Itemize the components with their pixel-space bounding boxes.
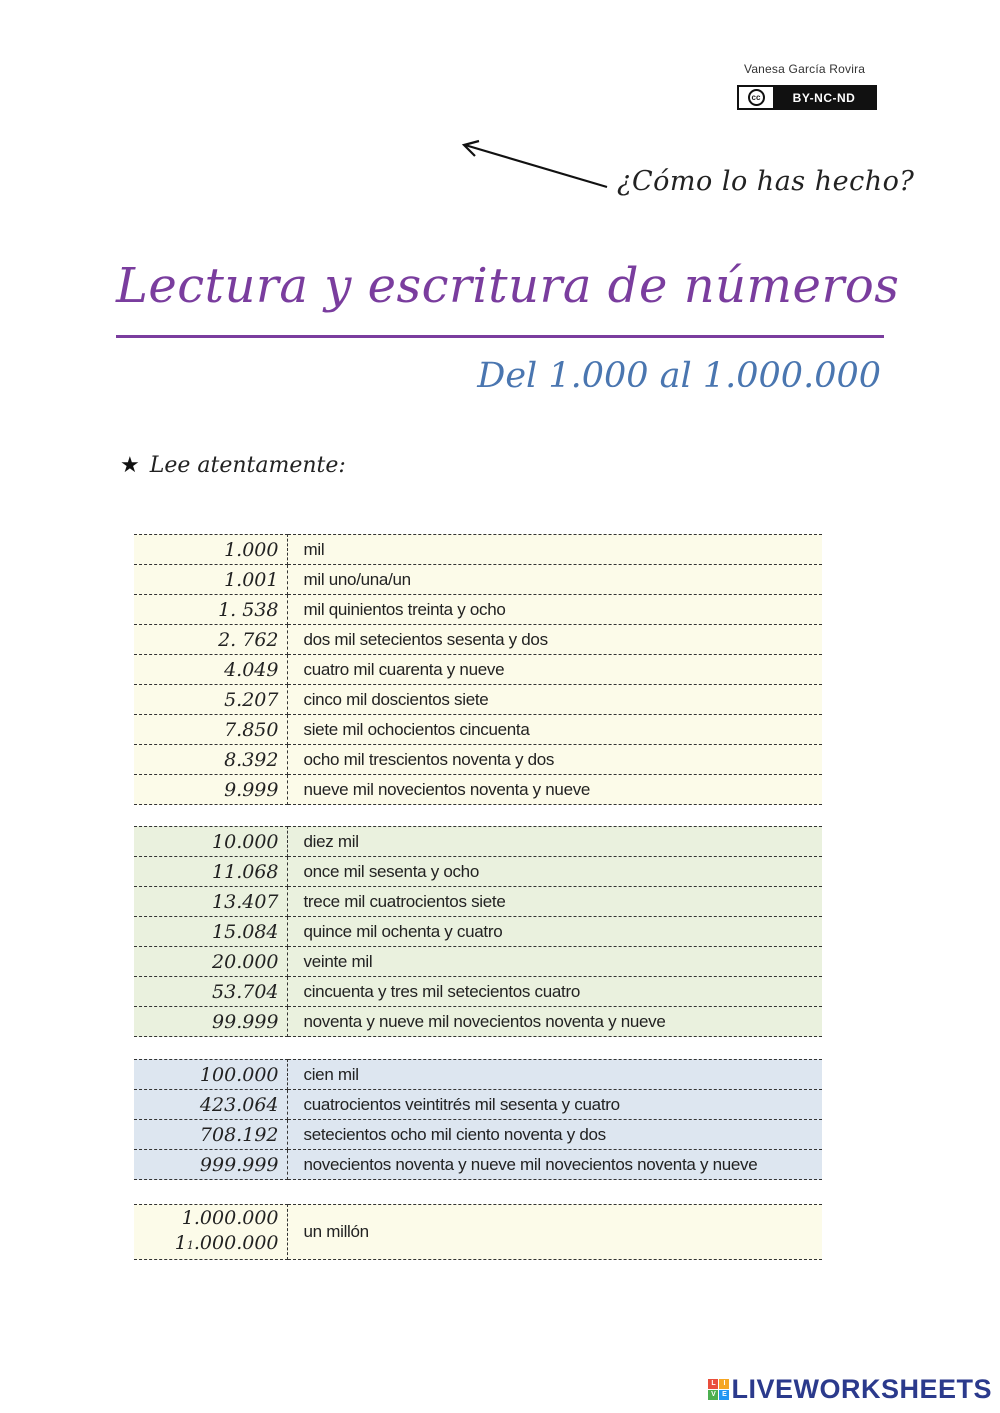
words-cell: novecientos noventa y nueve mil novecientos noventa y nueve — [287, 1150, 822, 1180]
table-row — [134, 827, 822, 857]
number-cell: 99.999 — [134, 1007, 287, 1037]
author-name: Vanesa García Rovira — [744, 62, 866, 76]
license-label: BY-NC-ND — [773, 87, 875, 108]
instruction-text: Lee atentamente: — [149, 453, 346, 478]
brand-name: LIVEWORKSHEETS — [731, 1374, 992, 1404]
words-cell: setecientos ocho mil ciento noventa y dos — [287, 1120, 822, 1150]
liveworksheets-logo-icon: L I V E — [708, 1379, 729, 1400]
words-cell: mil quinientos treinta y ocho — [287, 595, 822, 625]
number-cell: 1.001 — [134, 565, 287, 595]
number-cell: 53.704 — [134, 977, 287, 1007]
title-divider — [116, 335, 884, 338]
number-cell: 7.850 — [134, 715, 287, 745]
words-cell: siete mil ochocientos cincuenta — [287, 715, 822, 745]
million-number: 1.000.000 — [181, 1207, 279, 1229]
number-cell: 10.000 — [134, 827, 287, 857]
page-title: Lectura y escritura de números — [116, 258, 900, 314]
number-cell: 999.999 — [134, 1150, 287, 1180]
number-cell: 8.392 — [134, 745, 287, 775]
table-row — [134, 775, 822, 805]
words-cell: quince mil ochenta y cuatro — [287, 917, 822, 947]
feedback-question: ¿Cómo lo has hecho? — [617, 166, 915, 197]
number-cell: 5.207 — [134, 685, 287, 715]
words-cell: nueve mil novecientos noventa y nueve — [287, 775, 822, 805]
number-cell: 13.407 — [134, 887, 287, 917]
table-row — [134, 565, 822, 595]
number-cell: 15.084 — [134, 917, 287, 947]
words-cell: cien mil — [287, 1060, 822, 1090]
words-cell: diez mil — [287, 827, 822, 857]
license-badge[interactable] — [737, 85, 877, 110]
number-cell — [134, 1205, 287, 1260]
number-cell: 11.068 — [134, 857, 287, 887]
instruction — [120, 453, 346, 478]
table-row — [134, 1090, 822, 1120]
words-cell: once mil sesenta y ocho — [287, 857, 822, 887]
million-number-alt: 11.000.000 — [174, 1232, 279, 1254]
words-cell: un millón — [287, 1205, 822, 1260]
number-cell: 423.064 — [134, 1090, 287, 1120]
number-cell: 9.999 — [134, 775, 287, 805]
words-cell: cuatrocientos veintitrés mil sesenta y cuatro — [287, 1090, 822, 1120]
words-cell: trece mil cuatrocientos siete — [287, 887, 822, 917]
page-subtitle: Del 1.000 al 1.000.000 — [477, 356, 881, 396]
liveworksheets-brand[interactable] — [708, 1374, 992, 1405]
words-cell: ocho mil trescientos noventa y dos — [287, 745, 822, 775]
number-cell: 708.192 — [134, 1120, 287, 1150]
number-cell: 4.049 — [134, 655, 287, 685]
words-cell: mil uno/una/un — [287, 565, 822, 595]
words-cell: cincuenta y tres mil setecientos cuatro — [287, 977, 822, 1007]
number-cell: 2. 762 — [134, 625, 287, 655]
table-row — [134, 1060, 822, 1090]
table-row — [134, 745, 822, 775]
table-row — [134, 715, 822, 745]
table-row — [134, 625, 822, 655]
numbers-table-ten-thousands — [134, 826, 822, 1037]
number-cell: 100.000 — [134, 1060, 287, 1090]
table-row — [134, 857, 822, 887]
words-cell: veinte mil — [287, 947, 822, 977]
table-row — [134, 685, 822, 715]
table-row — [134, 977, 822, 1007]
number-cell: 20.000 — [134, 947, 287, 977]
table-row — [134, 1205, 822, 1260]
words-cell: noventa y nueve mil novecientos noventa y nueve — [287, 1007, 822, 1037]
table-row — [134, 887, 822, 917]
number-cell: 1. 538 — [134, 595, 287, 625]
table-row — [134, 917, 822, 947]
numbers-table-million — [134, 1204, 822, 1260]
table-row — [134, 1120, 822, 1150]
numbers-table-thousands — [134, 534, 822, 805]
words-cell: cinco mil doscientos siete — [287, 685, 822, 715]
numbers-table-hundred-thousands — [134, 1059, 822, 1180]
table-row — [134, 947, 822, 977]
table-row — [134, 1007, 822, 1037]
table-row — [134, 1150, 822, 1180]
words-cell: cuatro mil cuarenta y nueve — [287, 655, 822, 685]
cc-icon: cc — [739, 87, 773, 108]
table-row — [134, 535, 822, 565]
arrow-icon — [455, 135, 615, 195]
table-row — [134, 595, 822, 625]
words-cell: mil — [287, 535, 822, 565]
number-cell: 1.000 — [134, 535, 287, 565]
words-cell: dos mil setecientos sesenta y dos — [287, 625, 822, 655]
star-icon: ★ — [120, 452, 140, 478]
table-row — [134, 655, 822, 685]
